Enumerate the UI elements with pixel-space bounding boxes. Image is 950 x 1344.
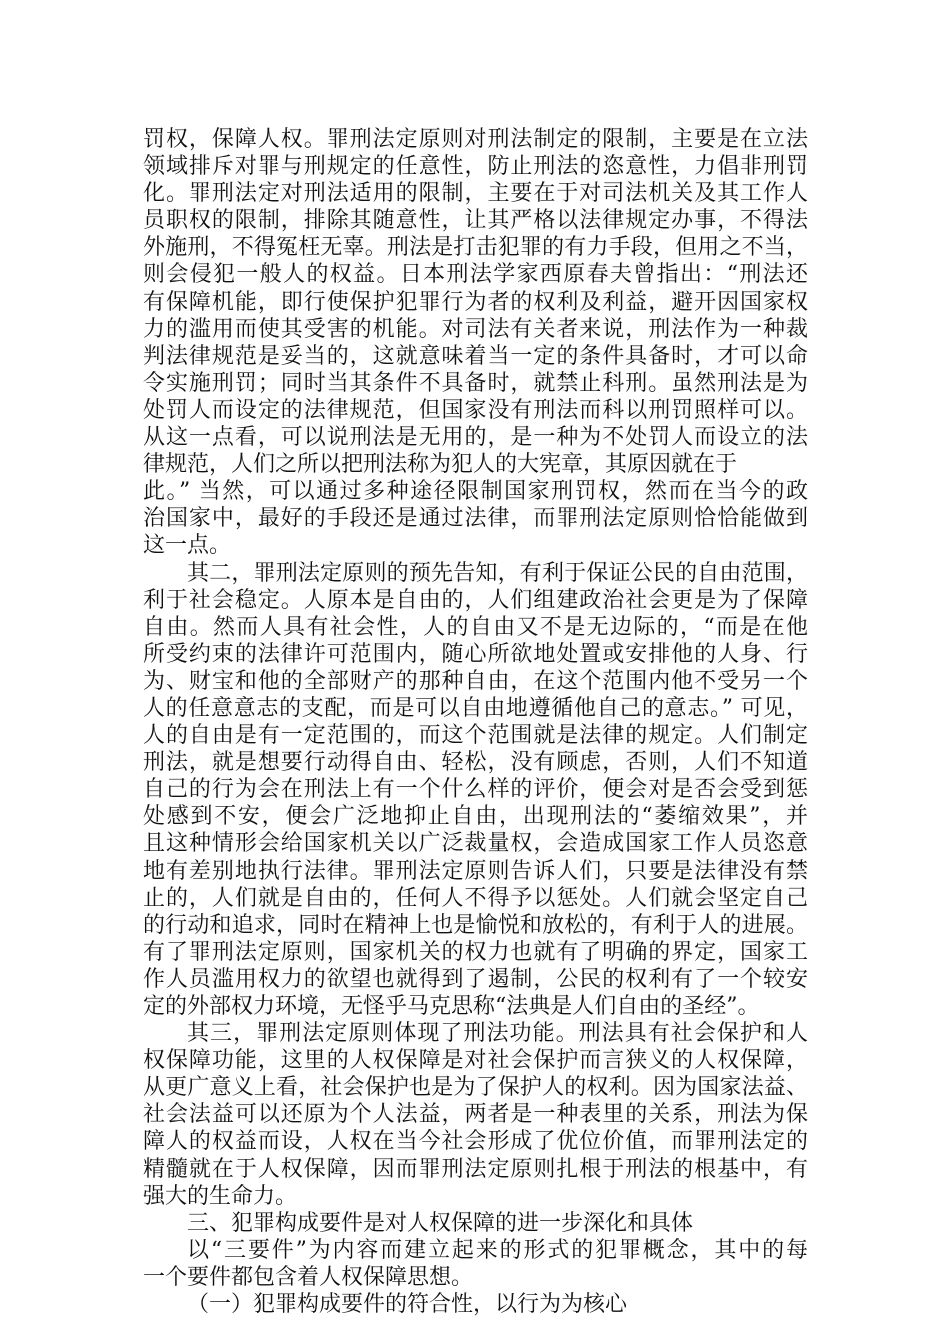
text-line: 律规范，人们之所以把刑法称为犯人的大宪章，其原因就在于 [143,452,738,478]
text-line: 力的滥用而使其受害的机能。对司法有关者来说，刑法作为一种裁 [143,316,808,342]
text-line: 化。罪刑法定对刑法适用的限制，主要在于对司法机关及其工作人 [143,181,808,207]
text-line: 的行动和追求，同时在精神上也是愉悦和放松的，有利于人的进展。 [143,912,808,938]
text-line: 刑法，就是想要行动得自由、轻松，没有顾虑，否则，人们不知道 [143,750,808,776]
text-line: 判法律规范是妥当的，这就意味着当一定的条件具备时，才可以命 [143,343,808,369]
text-line: 三、犯罪构成要件是对人权保障的进一步深化和具体 [187,1210,694,1236]
text-line: 其二，罪刑法定原则的预先告知，有利于保证公民的自由范围， [187,560,808,586]
text-line: 利于社会稳定。人原本是自由的，人们组建政治社会更是为了保障 [143,587,808,613]
text-line: 罚权，保障人权。罪刑法定原则对刑法制定的限制，主要是在立法 [143,127,808,152]
text-line: 社会法益可以还原为个人法益，两者是一种表里的关系，刑法为保 [143,1102,808,1128]
text-line: 人的自由是有一定范围的，而这个范围就是法律的规定。人们制定 [143,723,808,749]
text-line: 有了罪刑法定原则，国家机关的权力也就有了明确的界定，国家工 [143,939,808,965]
text-line: （一）犯罪构成要件的符合性，以行为为核心 [187,1292,628,1318]
text-line: 权保障功能，这里的人权保障是对社会保护而言狭义的人权保障， [143,1048,808,1074]
text-line: 强大的生命力。 [143,1183,298,1209]
text-line: 自由。然而人具有社会性，人的自由又不是无边际的，“而是在他 [143,614,808,640]
text-line: 从更广意义上看，社会保护也是为了保护人的权利。因为国家法益、 [143,1075,808,1101]
text-line: 有保障机能，即行使保护犯罪行为者的权利及利益，避开因国家权 [143,289,808,315]
text-line: 作人员滥用权力的欲望也就得到了遏制，公民的权利有了一个较安 [143,966,808,992]
text-line: 止的，人们就是自由的，任何人不得予以惩处。人们就会坚定自己 [143,885,808,911]
text-line: 其三，罪刑法定原则体现了刑法功能。刑法具有社会保护和人 [187,1021,808,1047]
text-line: 外施刑，不得冤枉无辜。刑法是打击犯罪的有力手段，但用之不当， [143,235,808,261]
text-line: 处感到不安，便会广泛地抑止自由，出现刑法的“萎缩效果”，并 [143,804,808,830]
text-line: 且这种情形会给国家机关以广泛裁量权，会造成国家工作人员恣意 [143,831,808,857]
text-line: 为、财宝和他的全部财产的那种自由，在这个范围内他不受另一个 [143,668,808,694]
text-line: 所受约束的法律许可范围内，随心所欲地处置或安排他的人身、行 [143,641,808,667]
text-line: 以“三要件”为内容而建立起来的形式的犯罪概念，其中的每 [187,1237,808,1263]
text-line: 治国家中，最好的手段还是通过法律，而罪刑法定原则恰恰能做到 [143,506,808,532]
text-line: 定的外部权力环境，无怪乎马克思称“法典是人们自由的圣经”。 [143,994,760,1019]
text-line: 精髓就在于人权保障，因而罪刑法定原则扎根于刑法的根基中，有 [143,1156,808,1182]
text-line: 人的任意意志的支配，而是可以自由地遵循他自己的意志。” 可见， [143,695,808,721]
text-line: 自己的行为会在刑法上有一个什么样的评价，便会对是否会受到惩 [143,777,808,803]
text-line: 则会侵犯一般人的权益。日本刑法学家西原春夫曾指出：“刑法还 [143,262,808,288]
text-line: 从这一点看，可以说刑法是无用的，是一种为不处罚人而设立的法 [143,425,808,451]
text-line: 一个要件都包含着人权保障思想。 [143,1264,474,1290]
text-line: 此。” 当然，可以通过多种途径限制国家刑罚权，然而在当今的政 [143,479,808,505]
document-body [143,126,808,1318]
text-line: 障人的权益而设，人权在当今社会形成了优位价值，而罪刑法定的 [143,1129,808,1155]
text-line: 令实施刑罚；同时当其条件不具备时，就禁止科刑。虽然刑法是为 [143,370,808,396]
text-line: 领域排斥对罪与刑规定的任意性，防止刑法的恣意性，力倡非刑罚 [143,154,808,180]
text-line: 处罚人而设定的法律规范，但国家没有刑法而科以刑罚照样可以。 [143,397,808,423]
text-line: 这一点。 [143,533,232,559]
text-line: 地有差别地执行法律。罪刑法定原则告诉人们，只要是法律没有禁 [143,858,808,884]
text-line: 员职权的限制，排除其随意性，让其严格以法律规定办事，不得法 [143,208,808,234]
